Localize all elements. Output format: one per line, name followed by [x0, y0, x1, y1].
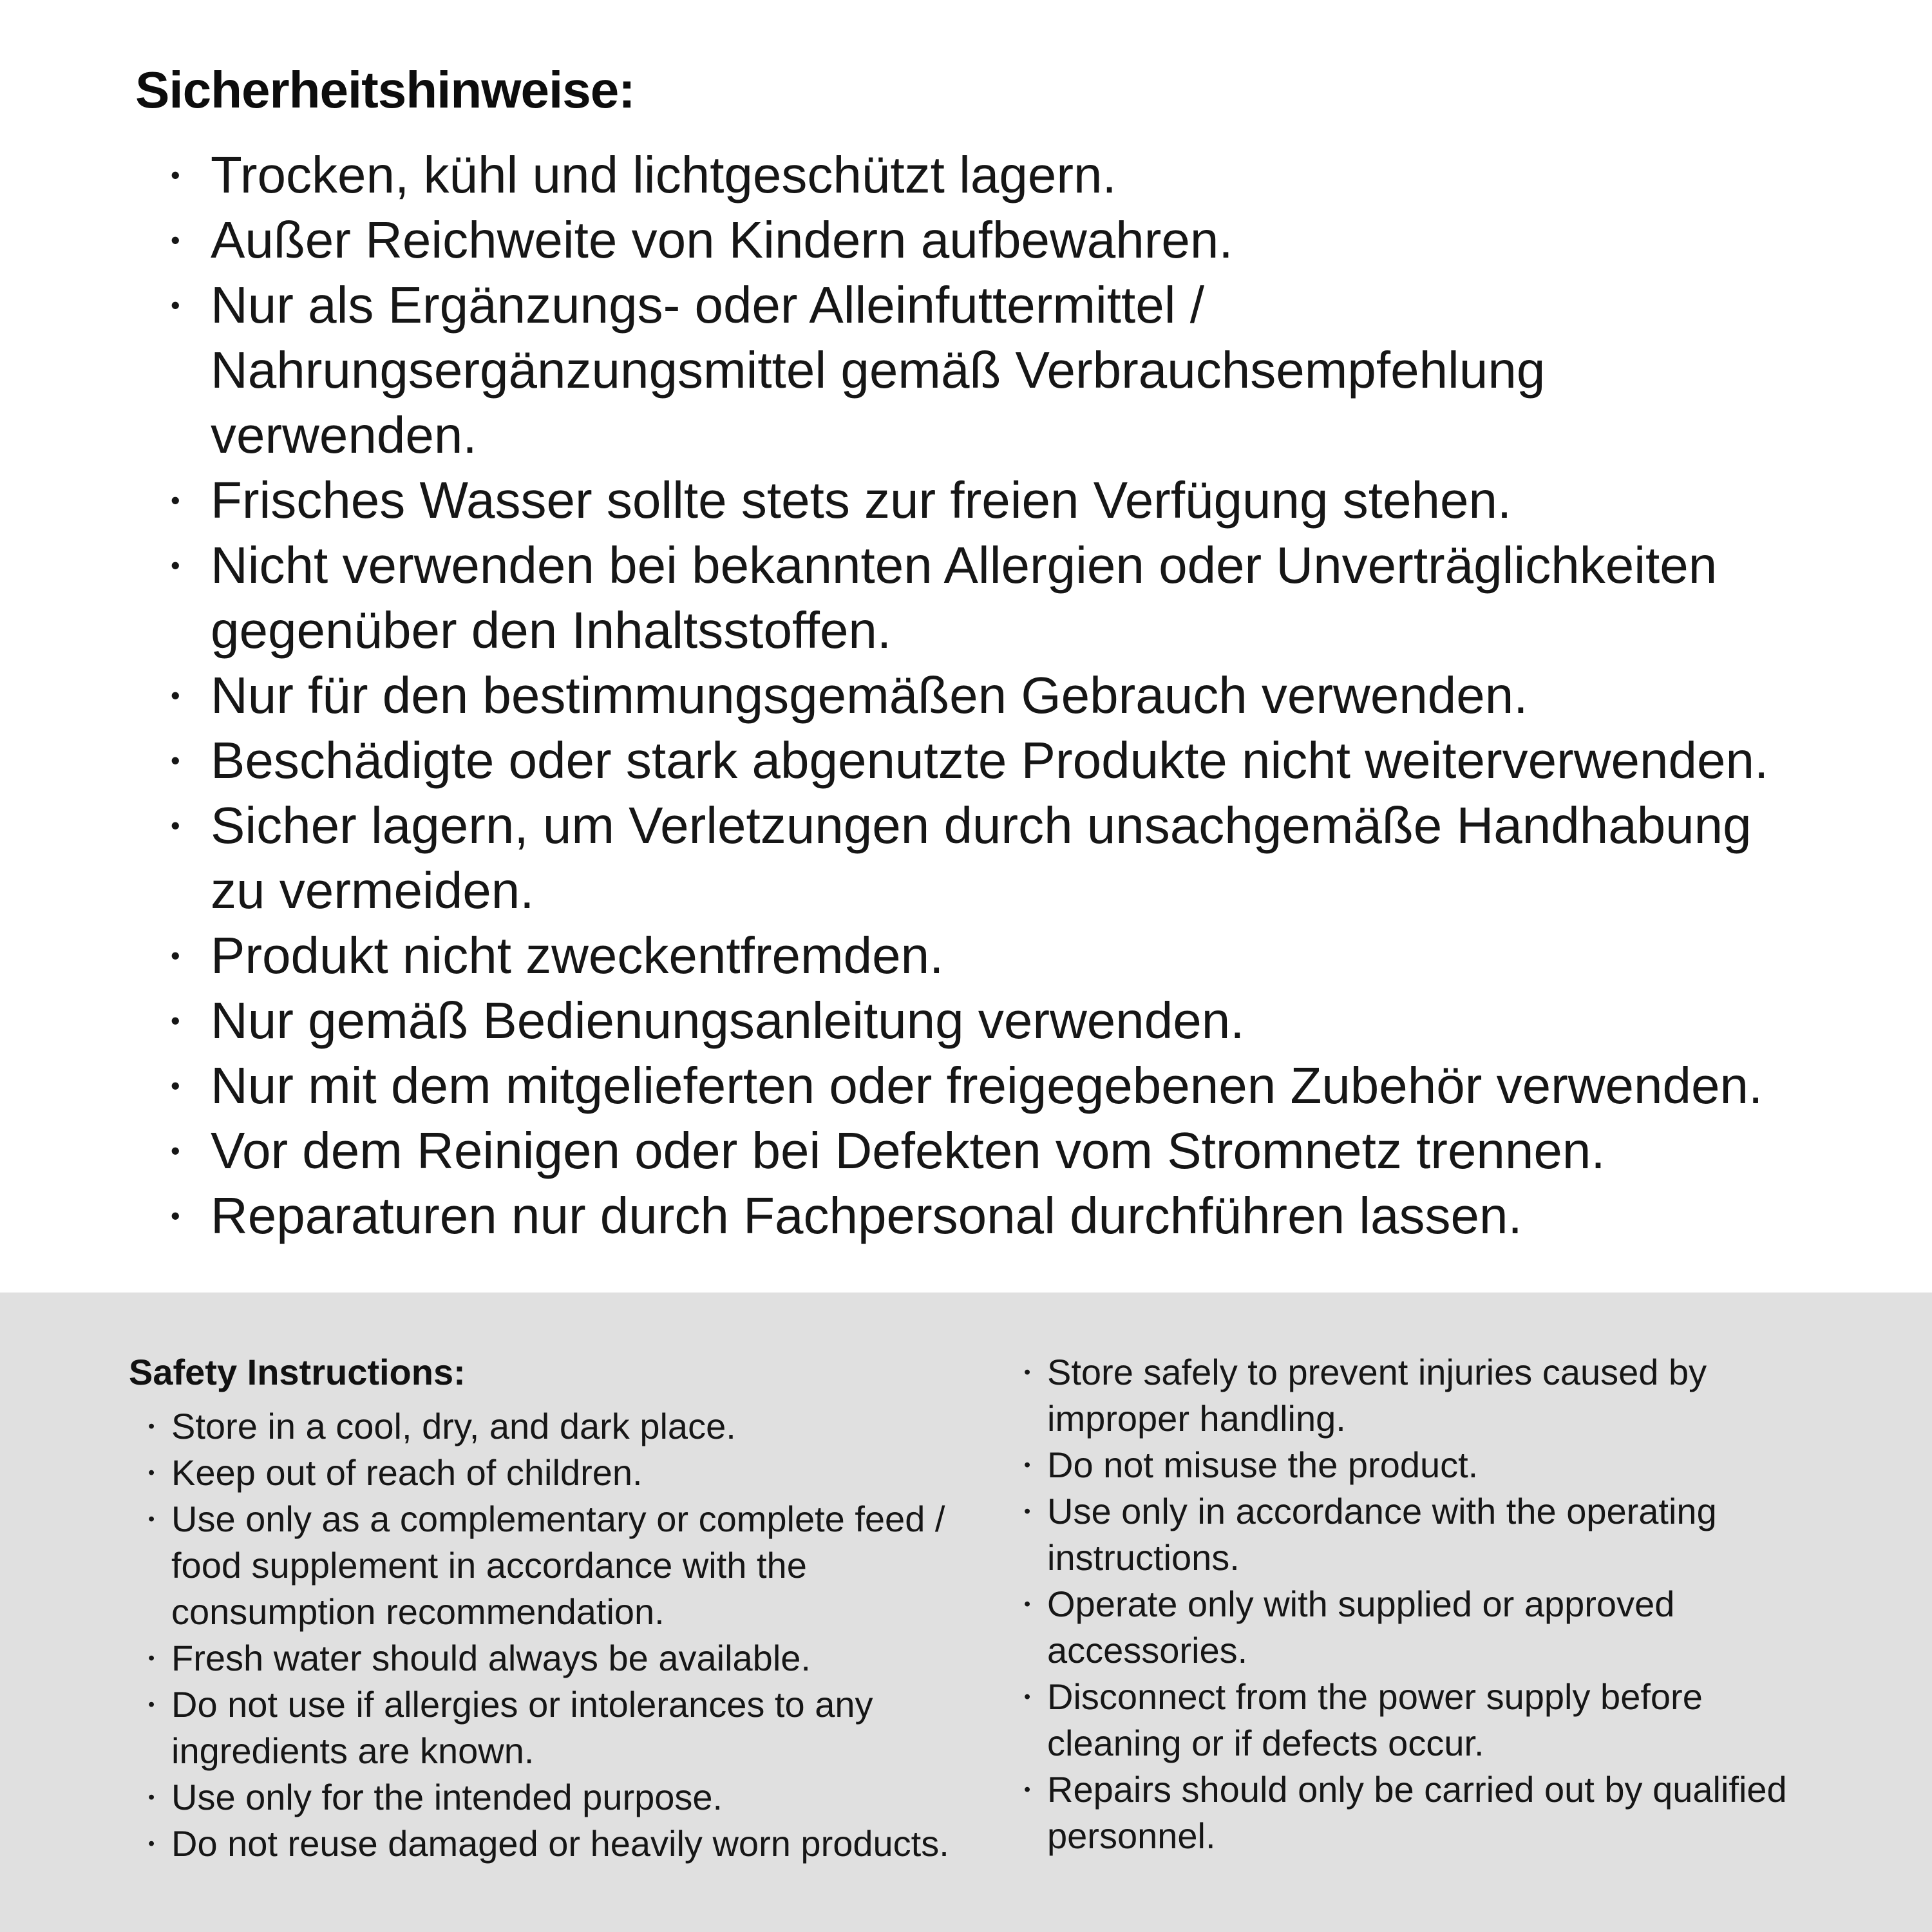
list-item [1024, 1349, 1807, 1442]
bullet-text: Vor dem Reinigen oder bei Defekten vom Stromnetz trennen. [211, 1122, 1605, 1179]
english-left-column [129, 1349, 1024, 1867]
bullet-text: Use only for the intended purpose. [171, 1777, 723, 1817]
bullet-icon: • [171, 745, 180, 775]
list-item [1024, 1488, 1807, 1581]
list-item [148, 1681, 957, 1774]
bullet-icon: • [1024, 1501, 1031, 1522]
bullet-text: Nur mit dem mitgelieferten oder freigegebenen Zubehör verwenden. [211, 1057, 1763, 1114]
bullet-icon: • [171, 810, 180, 840]
list-item [148, 1774, 957, 1821]
list-item [1024, 1581, 1807, 1674]
bullet-text: Sicher lagern, um Verletzungen durch unsachgemäße Handhabung zu vermeiden. [211, 797, 1752, 919]
bullet-text: Keep out of reach of children. [171, 1452, 643, 1493]
bullet-text: Nur als Ergänzungs- oder Alleinfuttermittel / Nahrungsergänzungsmittel gemäß Verbrauchsempfehlung verwenden. [211, 276, 1546, 464]
bullet-icon: • [1024, 1687, 1031, 1707]
bullet-icon: • [148, 1833, 155, 1854]
bullet-text: Reparaturen nur durch Fachpersonal durchführen lassen. [211, 1187, 1522, 1244]
english-right-bullet-list [1024, 1349, 1807, 1859]
bullet-text: Produkt nicht zweckentfremden. [211, 927, 944, 984]
bullet-icon: • [171, 1135, 180, 1166]
bullet-icon: • [148, 1648, 155, 1669]
bullet-icon: • [148, 1416, 155, 1437]
list-item [171, 923, 1805, 988]
bullet-text: Trocken, kühl und lichtgeschützt lagern. [211, 146, 1117, 204]
bullet-text: Nicht verwenden bei bekannten Allergien oder Unverträglichkeiten gegenüber den Inhaltsstoffen. [211, 536, 1718, 659]
bullet-icon: • [148, 1694, 155, 1715]
list-item [148, 1450, 957, 1496]
list-item [171, 142, 1805, 207]
list-item [171, 988, 1805, 1053]
bullet-icon: • [148, 1463, 155, 1483]
bullet-icon: • [148, 1509, 155, 1530]
list-item [148, 1403, 957, 1450]
bullet-icon: • [171, 680, 180, 710]
bullet-icon: • [1024, 1362, 1031, 1383]
list-item [148, 1821, 957, 1867]
english-section [0, 1293, 1932, 1932]
bullet-icon: • [171, 1200, 180, 1231]
list-item [171, 793, 1805, 923]
bullet-text: Store in a cool, dry, and dark place. [171, 1406, 736, 1446]
list-item [171, 533, 1805, 663]
bullet-icon: • [171, 290, 180, 320]
bullet-text: Außer Reichweite von Kindern aufbewahren. [211, 211, 1233, 269]
bullet-text: Fresh water should always be available. [171, 1638, 811, 1678]
list-item [171, 663, 1805, 728]
bullet-text: Operate only with supplied or approved accessories. [1047, 1584, 1675, 1671]
list-item [171, 1183, 1805, 1248]
bullet-text: Do not misuse the product. [1047, 1444, 1479, 1485]
bullet-text: Do not use if allergies or intolerances to any ingredients are known. [171, 1684, 873, 1771]
list-item [171, 728, 1805, 793]
german-section-title: Sicherheitshinweise: [135, 61, 635, 118]
english-section-title: Safety Instructions: [129, 1352, 466, 1392]
bullet-icon: • [171, 225, 180, 255]
german-bullet-list [171, 142, 1805, 1248]
bullet-icon: • [171, 485, 180, 515]
bullet-text: Beschädigte oder stark abgenutzte Produkte nicht weiterverwenden. [211, 732, 1769, 789]
list-item [171, 1118, 1805, 1183]
bullet-text: Use only as a complementary or complete feed / food supplement in accordance with the consumption recommendation. [171, 1499, 945, 1632]
list-item [171, 272, 1805, 468]
list-item [148, 1635, 957, 1681]
bullet-text: Nur gemäß Bedienungsanleitung verwenden. [211, 992, 1245, 1049]
english-left-bullet-list [148, 1403, 957, 1867]
bullet-text: Do not reuse damaged or heavily worn products. [171, 1823, 949, 1864]
bullet-text: Nur für den bestimmungsgemäßen Gebrauch verwenden. [211, 667, 1528, 724]
bullet-text: Frisches Wasser sollte stets zur freien Verfügung stehen. [211, 471, 1512, 529]
bullet-icon: • [148, 1787, 155, 1808]
bullet-icon: • [1024, 1594, 1031, 1615]
list-item [1024, 1442, 1807, 1488]
list-item [171, 1053, 1805, 1118]
bullet-text: Use only in accordance with the operating instructions. [1047, 1491, 1717, 1578]
list-item [1024, 1674, 1807, 1766]
bullet-icon: • [171, 160, 180, 190]
bullet-text: Store safely to prevent injuries caused by improper handling. [1047, 1352, 1707, 1439]
bullet-icon: • [171, 550, 180, 580]
list-item [171, 468, 1805, 533]
list-item [1024, 1766, 1807, 1859]
list-item [171, 207, 1805, 272]
bullet-icon: • [1024, 1779, 1031, 1800]
bullet-icon: • [1024, 1455, 1031, 1475]
bullet-icon: • [171, 940, 180, 971]
bullet-icon: • [171, 1005, 180, 1036]
list-item [148, 1496, 957, 1635]
english-right-column [1024, 1349, 1807, 1859]
bullet-text: Repairs should only be carried out by qualified personnel. [1047, 1769, 1787, 1856]
bullet-text: Disconnect from the power supply before cleaning or if defects occur. [1047, 1676, 1703, 1763]
bullet-icon: • [171, 1070, 180, 1101]
